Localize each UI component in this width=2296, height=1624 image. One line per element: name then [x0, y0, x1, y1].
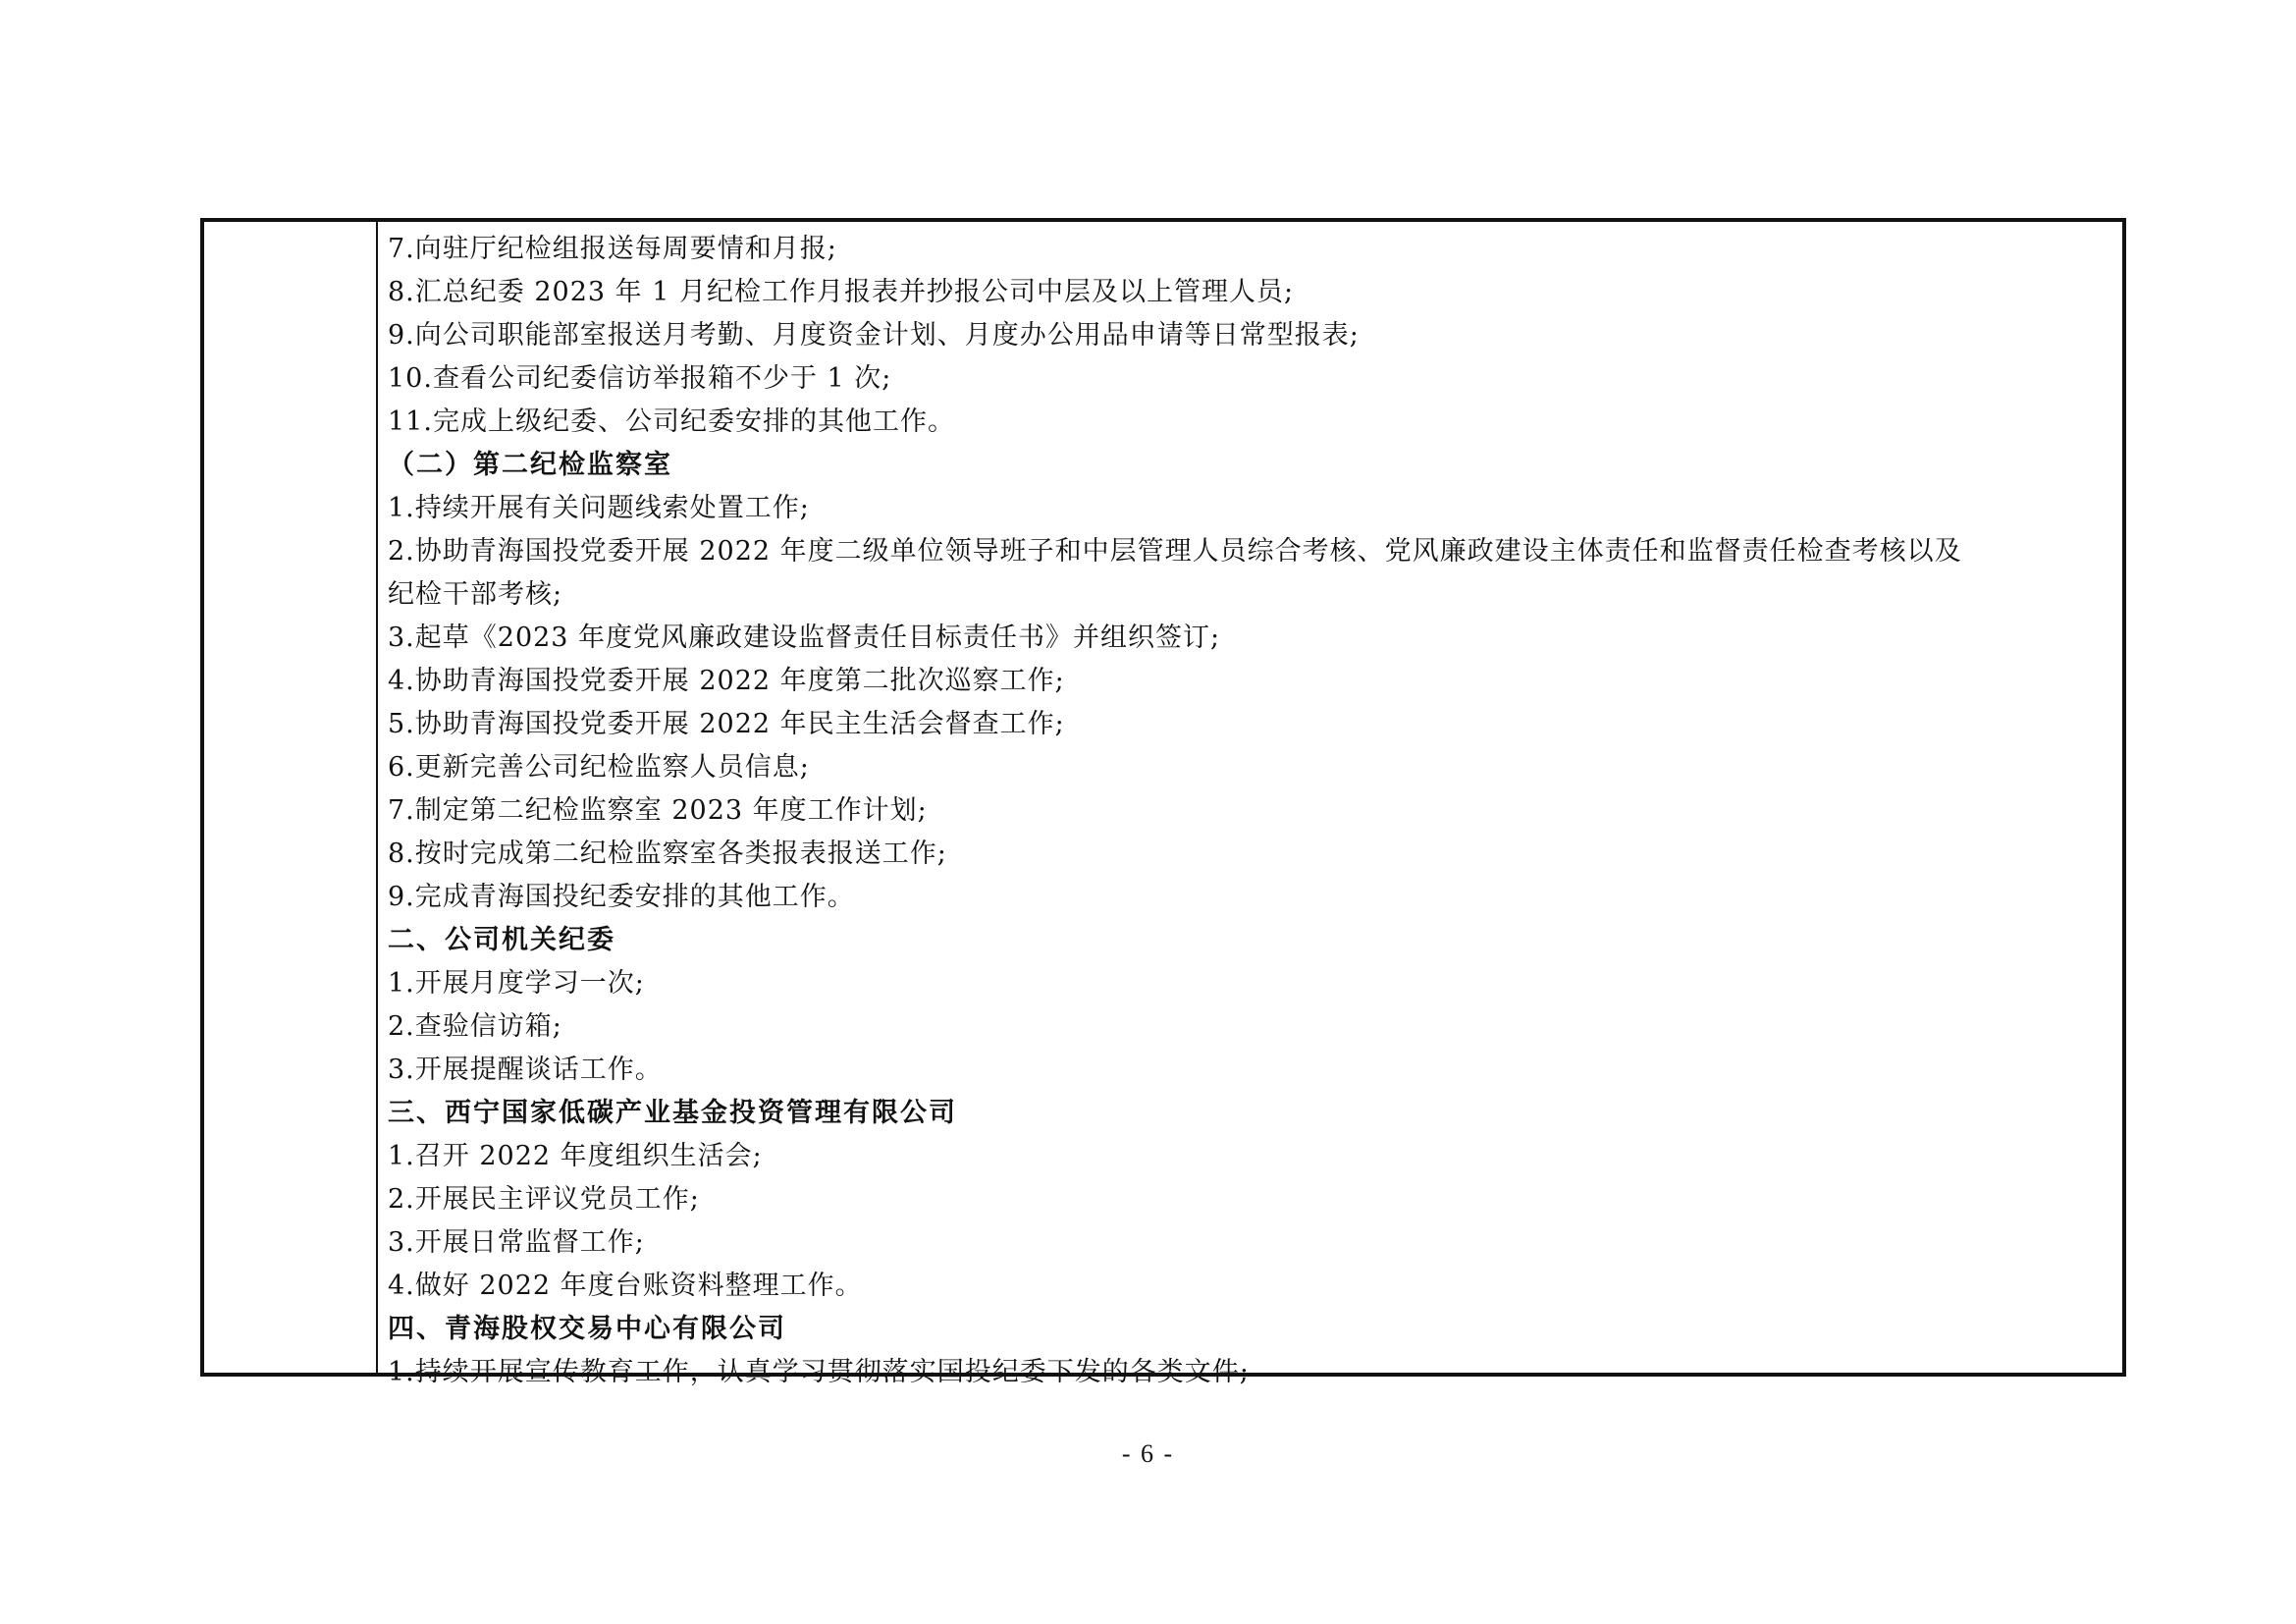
list-item: 5.协助青海国投党委开展 2022 年民主生活会督查工作; — [388, 709, 1065, 739]
section-heading: 二、公司机关纪委 — [388, 925, 615, 955]
list-item: 1.开展月度学习一次; — [388, 968, 645, 999]
list-item: 3.开展日常监督工作; — [388, 1227, 645, 1258]
section-heading: 三、西宁国家低碳产业基金投资管理有限公司 — [388, 1098, 957, 1128]
list-item: 11.完成上级纪委、公司纪委安排的其他工作。 — [388, 406, 955, 437]
list-item: 10.查看公司纪委信访举报箱不少于 1 次; — [388, 363, 892, 394]
list-item: 7.向驻厅纪检组报送每周要情和月报; — [388, 234, 837, 264]
list-item: 4.做好 2022 年度台账资料整理工作。 — [388, 1271, 863, 1301]
section-heading: （二）第二纪检监察室 — [388, 450, 672, 480]
list-item: 3.起草《2023 年度党风廉政建设监督责任目标责任书》并组织签订; — [388, 623, 1221, 653]
list-item: 1.持续开展宣传教育工作，认真学习贯彻落实国投纪委下发的各类文件; — [388, 1357, 1250, 1387]
list-item: 8.按时完成第二纪检监察室各类报表报送工作; — [388, 839, 947, 869]
list-item: 2.查验信访箱; — [388, 1011, 562, 1042]
table-content-cell — [388, 228, 2112, 1394]
list-item: 7.制定第二纪检监察室 2023 年度工作计划; — [388, 795, 928, 826]
list-item: 3.开展提醒谈话工作。 — [388, 1055, 663, 1085]
list-item: 9.完成青海国投纪委安排的其他工作。 — [388, 882, 855, 912]
list-item: 6.更新完善公司纪检监察人员信息; — [388, 752, 810, 783]
section-heading: 四、青海股权交易中心有限公司 — [388, 1314, 786, 1344]
list-item: 1.召开 2022 年度组织生活会; — [388, 1141, 763, 1171]
page-number: - 6 - — [1121, 1439, 1175, 1468]
list-item: 纪检干部考核; — [388, 579, 563, 610]
table-label-column — [204, 222, 378, 1373]
list-item: 8.汇总纪委 2023 年 1 月纪检工作月报表并抄报公司中层及以上管理人员; — [388, 277, 1295, 307]
list-item: 2.开展民主评议党员工作; — [388, 1184, 700, 1215]
list-item: 1.持续开展有关问题线索处置工作; — [388, 493, 810, 523]
list-item: 9.向公司职能部室报送月考勤、月度资金计划、月度办公用品申请等日常型报表; — [388, 320, 1360, 351]
list-item: 4.协助青海国投党委开展 2022 年度第二批次巡察工作; — [388, 666, 1065, 696]
list-item: 2.协助青海国投党委开展 2022 年度二级单位领导班子和中层管理人员综合考核、党风廉政建设主体责任和监督责任检查考核以及 — [388, 536, 1962, 567]
work-plan-table — [200, 218, 2126, 1387]
